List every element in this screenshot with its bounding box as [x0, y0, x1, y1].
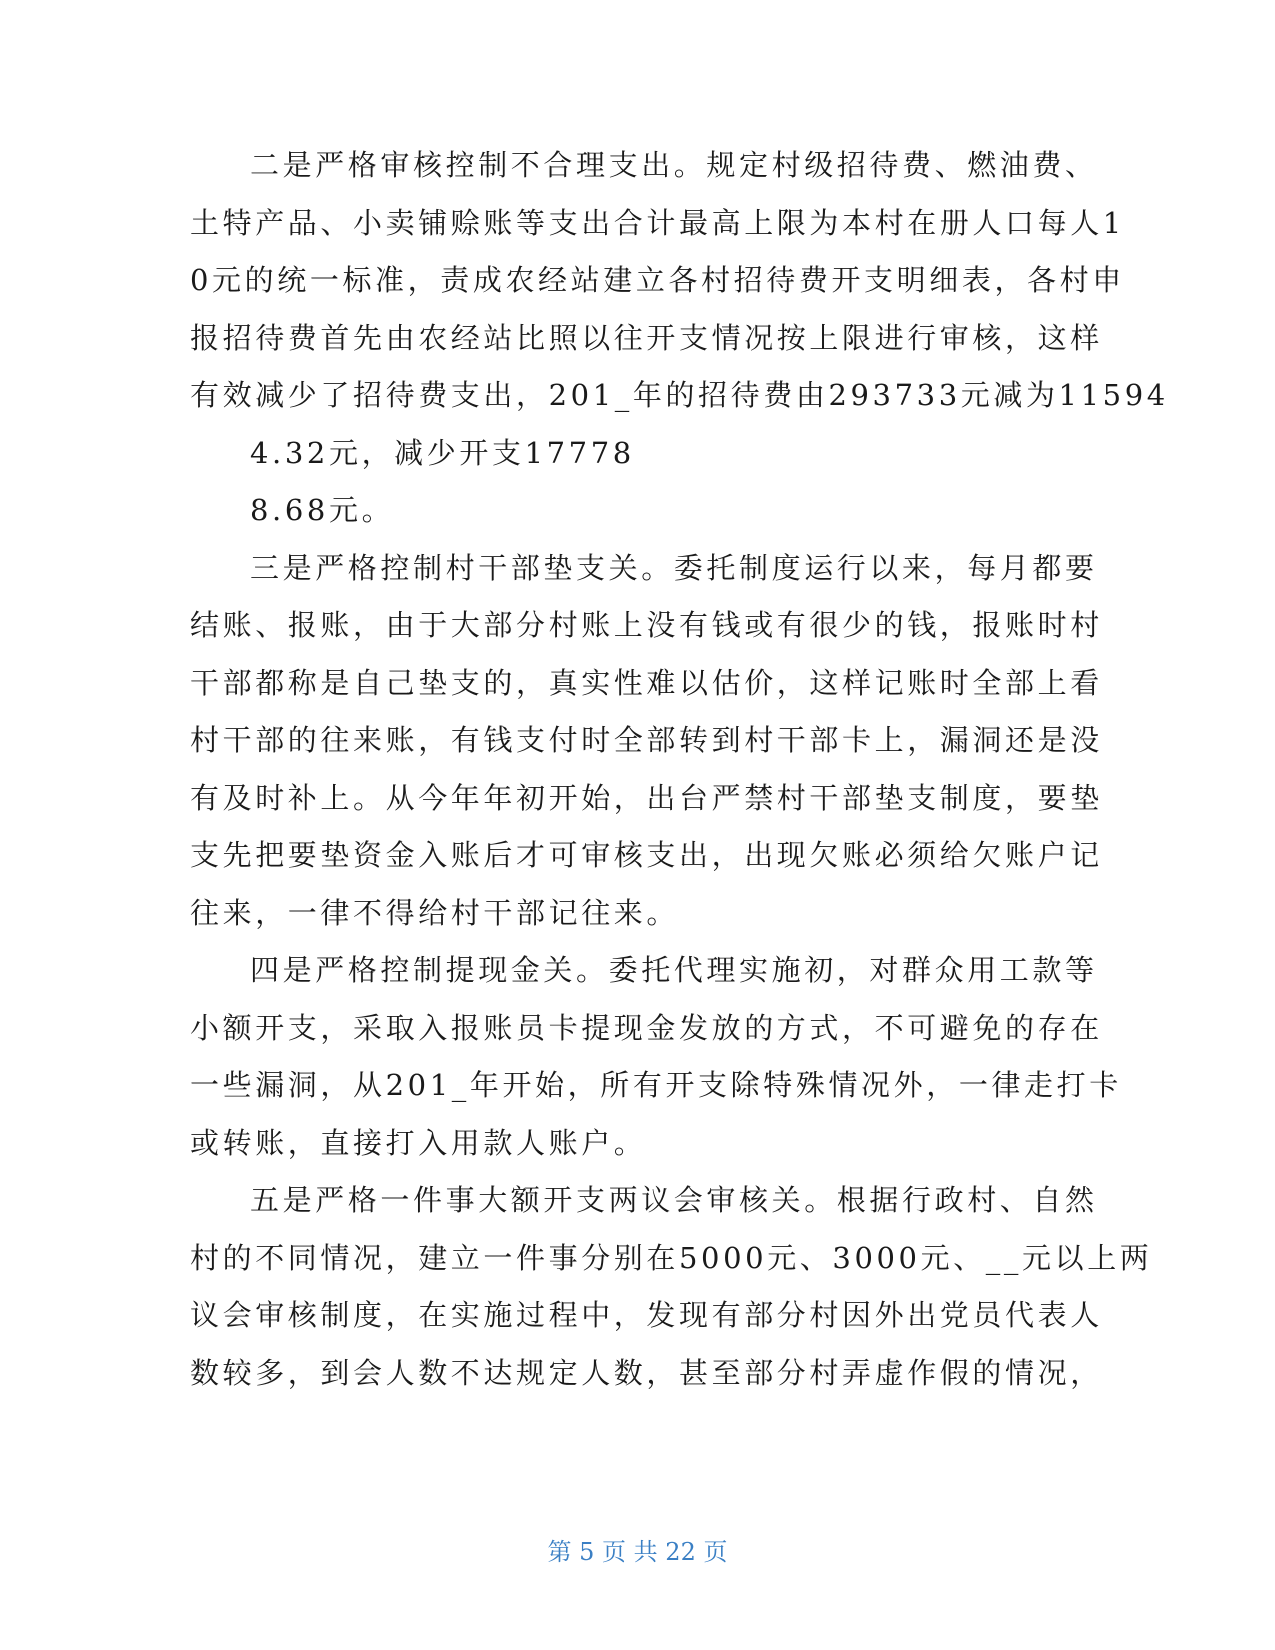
page-number-footer: 第 5 页 共 22 页 — [547, 1538, 728, 1566]
text-line: 8.68元。 — [250, 493, 395, 527]
text-line: 或转账，直接打入用款人账户。 — [190, 1126, 647, 1160]
text-line: 三是严格控制村干部垫支关。委托制度运行以来，每月都要 — [250, 551, 1098, 585]
text-line: 二是严格审核控制不合理支出。规定村级招待费、燃油费、 — [250, 148, 1098, 182]
text-line: 一些漏洞，从201_年开始，所有开支除特殊情况外，一律走打卡 — [190, 1068, 1122, 1102]
text-line: 五是严格一件事大额开支两议会审核关。根据行政村、自然 — [250, 1183, 1098, 1217]
text-line: 四是严格控制提现金关。委托代理实施初，对群众用工款等 — [250, 953, 1098, 987]
text-line: 土特产品、小卖铺赊账等支出合计最高上限为本村在册人口每人1 — [190, 206, 1125, 240]
text-line: 村的不同情况，建立一件事分别在5000元、3000元、__元以上两 — [190, 1241, 1153, 1275]
text-line: 有及时补上。从今年年初开始，出台严禁村干部垫支制度，要垫 — [190, 781, 1103, 815]
text-line: 0元的统一标准，责成农经站建立各村招待费开支明细表，各村申 — [190, 263, 1125, 297]
text-line: 支先把要垫资金入账后才可审核支出，出现欠账必须给欠账户记 — [190, 838, 1103, 872]
text-line: 议会审核制度，在实施过程中，发现有部分村因外出党员代表人 — [190, 1298, 1103, 1332]
text-line: 有效减少了招待费支出，201_年的招待费由293733元减为11594 — [190, 378, 1169, 412]
text-line: 报招待费首先由农经站比照以往开支情况按上限进行审核，这样 — [190, 321, 1103, 355]
text-line: 村干部的往来账，有钱支付时全部转到村干部卡上，漏洞还是没 — [190, 723, 1103, 757]
text-line: 数较多，到会人数不达规定人数，甚至部分村弄虚作假的情况， — [190, 1356, 1103, 1390]
text-line: 结账、报账，由于大部分村账上没有钱或有很少的钱，报账时村 — [190, 608, 1103, 642]
text-line: 小额开支，采取入报账员卡提现金发放的方式，不可避免的存在 — [190, 1011, 1103, 1045]
text-line: 干部都称是自己垫支的，真实性难以估价，这样记账时全部上看 — [190, 666, 1103, 700]
text-line: 4.32元，减少开支17778 — [250, 436, 635, 470]
text-line: 往来，一律不得给村干部记往来。 — [190, 896, 680, 930]
